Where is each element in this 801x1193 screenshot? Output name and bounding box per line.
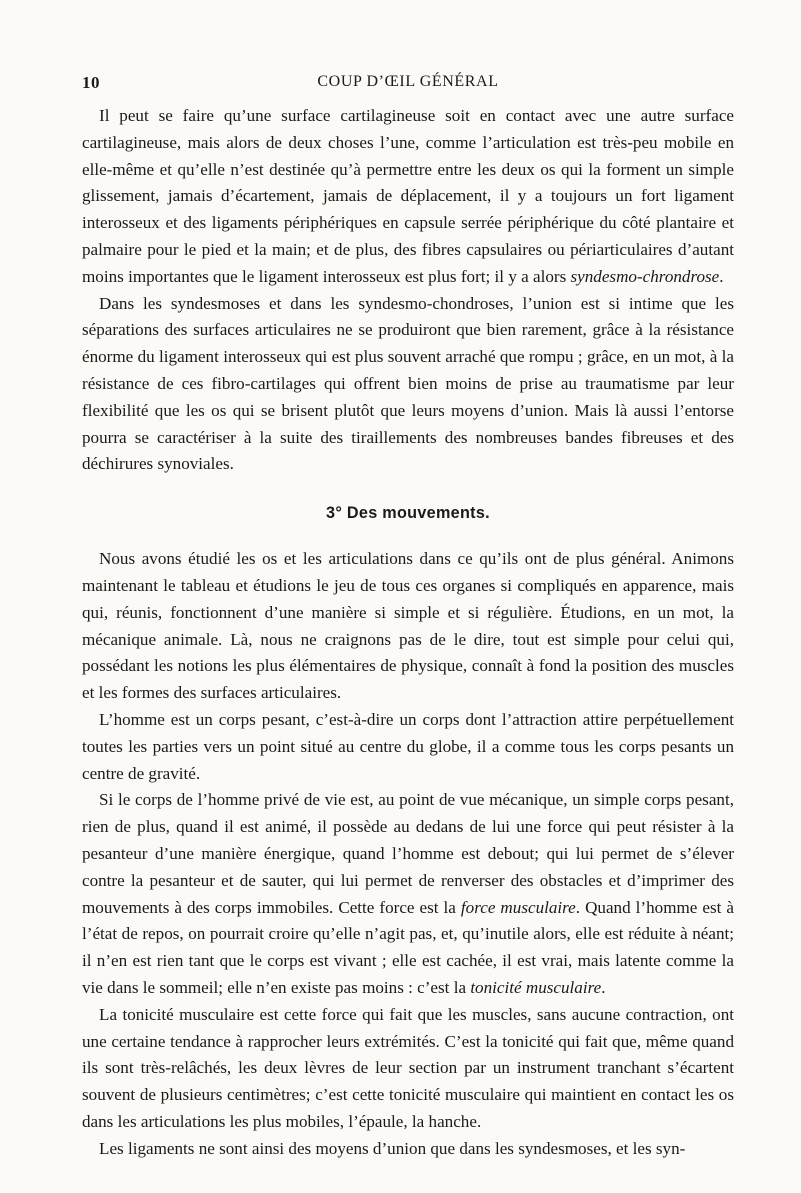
paragraph-5-text: Si le corps de l’homme privé de vie est, au point de vue mécanique, un simple corps pesant, rien de plus, quand il est animé, il possède au dedans de lui une force qui peut résister à la pesanteur d’une manière énergique, quand l’homme est debout; qui lui permet de s’élever contre la pesanteur et de sauter, qui lui permet de renverser des obstacles et d’imprimer des mouvements à des corps immobiles. Cette force est la [82,790,734,917]
italic-term-force-musculaire: force musculaire [460,897,576,917]
paragraph-4: L’homme est un corps pesant, c’est-à-dire un corps dont l’attraction attire perpétuellement toutes les parties vers un point situé au centre du globe, il a comme tous les corps pesants un centre de gravité. [82,709,734,783]
paragraph-1-text: Il peut se faire qu’une surface cartilagineuse soit en contact avec une autre surface cartilagineuse, mais alors de deux choses l’une, comme l’articulation est très-peu mobile en elle-même et qu’elle n’est destinée qu’à permettre entre les deux os qui la forment un simple glissement, jamais d’écartement, jamais de déplacement, il y a toujours un fort ligament interosseux et des ligaments périphériques en capsule serrée périphérique du côté plantaire et palmaire pour le pied et la main; et de plus, des fibres capsulaires ou périarticulaires d’autant moins importantes que le ligament interosseux est plus fort; il y a alors [82,106,734,286]
paragraph-6: La tonicité musculaire est cette force qui fait que les muscles, sans aucune contraction, ont une certaine tendance à rapprocher leurs extrémités. C’est la tonicité qui fait que, même quand ils sont très-relâchés, les deux lèvres de leur section par un instrument tranchant s’écartent souvent de plusieurs centimètres; c’est cette tonicité musculaire qui maintient en contact les os dans les articulations les plus mobiles, l’épaule, la hanche. [82,1004,734,1131]
body-text [82,103,734,1162]
paragraph-7: Les ligaments ne sont ainsi des moyens d’union que dans les syndesmoses, et les syn- [99,1138,686,1158]
paragraph-5-mid: . Quand l’homme est à l’état de repos, on pourrait croire qu’elle n’agit pas, et, qu’inutile alors, elle est réduite à néant; il n’en est rien tant que le corps est vivant ; elle est cachée, il est vrai, mais latente comme la vie dans le sommeil; elle n’en existe pas moins : c’est la [82,897,734,997]
paragraph-1-end: . [719,266,724,286]
running-title: COUP D’ŒIL GÉNÉRAL [317,73,499,90]
italic-term-tonicite-musculaire: tonicité musculaire [470,977,602,997]
page-number: 10 [82,73,100,92]
paragraph-1 [82,103,734,291]
page-header [82,73,734,95]
paragraph-5-end: . [601,977,606,997]
italic-term-syndesmo-chrondrose: syndesmo-chrondrose [570,266,720,286]
paragraph-2: Dans les syndesmoses et dans les syndesmo-chondroses, l’union est si intime que les séparations des surfaces articulaires ne se produiront que bien rarement, grâce à la résistance énorme du ligament interosseux qui est plus souvent arraché que rompu ; grâce, en un mot, à la résistance de ces fibro-cartilages qui offrent bien moins de prise au traumatisme par leur flexibilité que les os qui se brisent plutôt que leurs moyens d’union. Mais là aussi l’entorse pourra se caractériser à la suite des tiraillements des nombreuses bandes fibreuses et des déchirures synoviales. [82,293,734,474]
paragraph-3: Nous avons étudié les os et les articulations dans ce qu’ils ont de plus général. Animons maintenant le tableau et étudions le jeu de tous ces organes si compliqués en apparence, mais qui, réunis, fonctionnent d’une manière si simple et si régulière. Étudions, en un mot, la mécanique animale. Là, nous ne craignons pas de le dire, tout est simple pour celui qui, possédant les notions les plus élémentaires de physique, connaît à fond la position des muscles et les formes des surfaces articulaires. [82,549,734,703]
paragraph-5 [82,787,734,1001]
section-heading: 3° Des mouvements. [326,504,490,523]
